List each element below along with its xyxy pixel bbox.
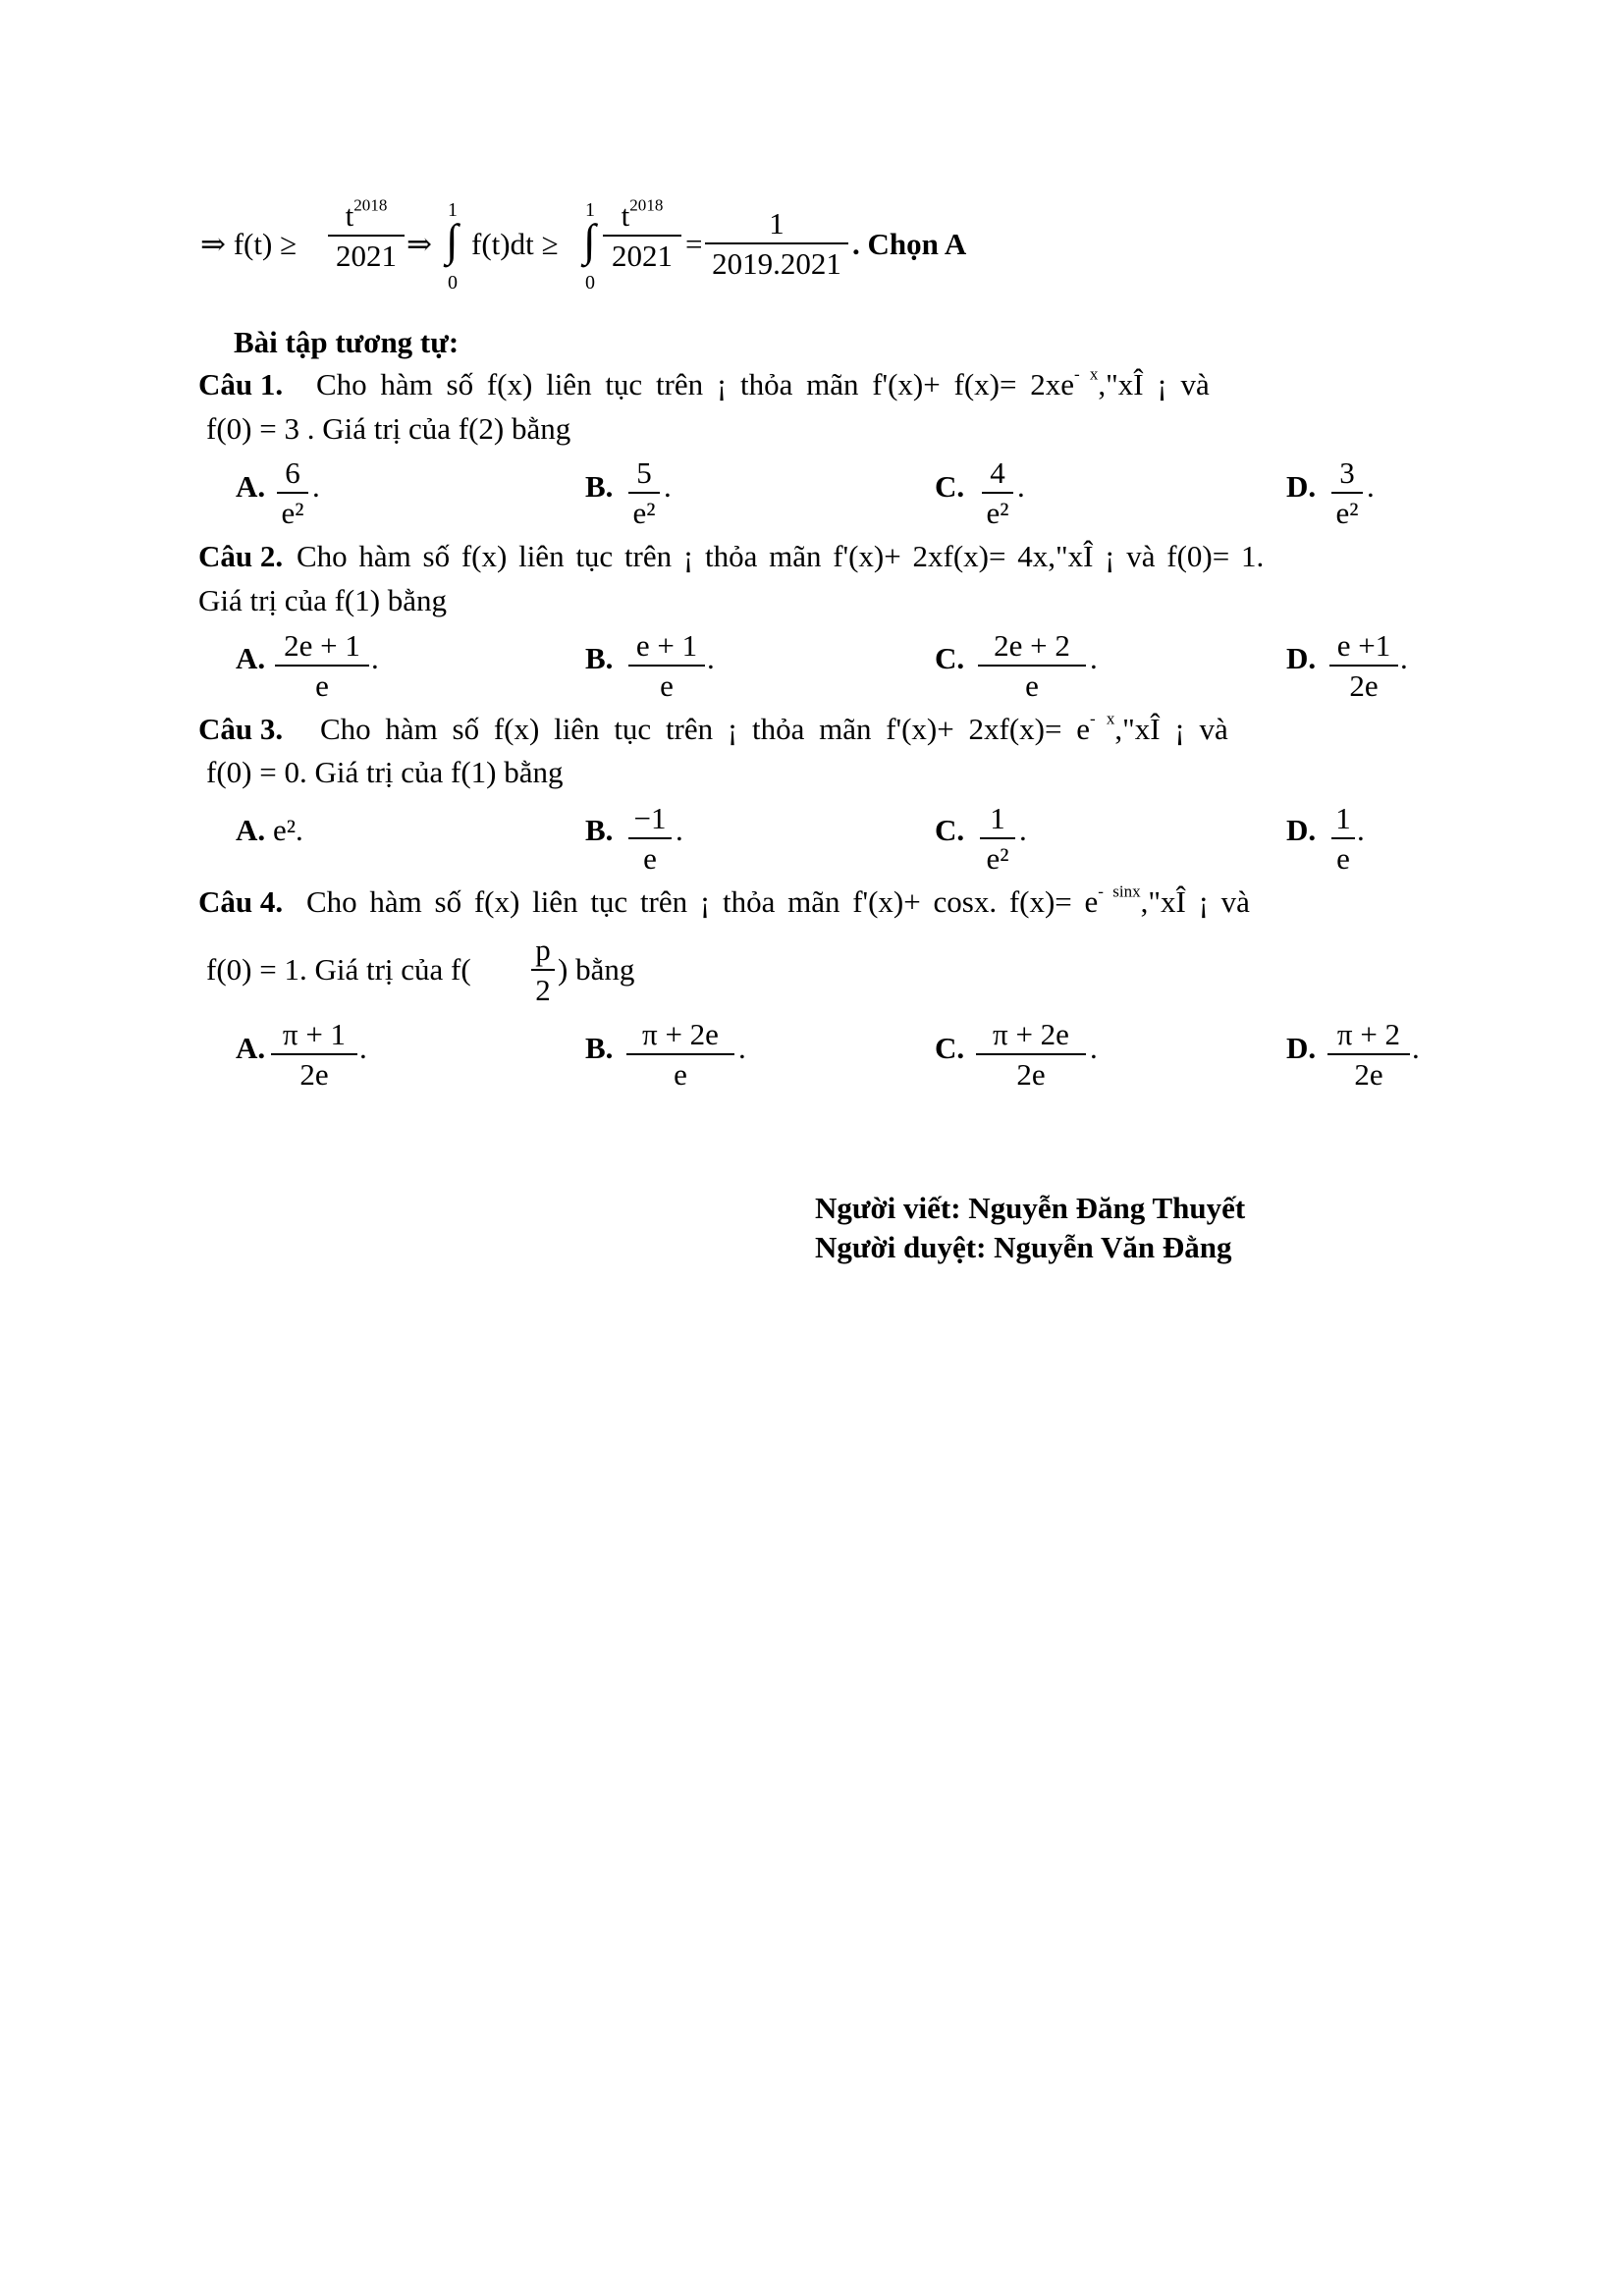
option-c-label: C. (935, 1031, 965, 1065)
question-line-2: Giá trị của f(1) bằng (198, 583, 448, 617)
implies-symbol: ⇒ (406, 227, 432, 261)
option-b-fraction: −1 e (628, 803, 672, 874)
option-b-tail: . (707, 641, 715, 675)
option-b-label: B. (585, 813, 614, 847)
integral-body: f(t)dt ≥ (471, 227, 559, 261)
question-line-2-end: ) bằng (558, 952, 635, 987)
option-b-label: B. (585, 641, 614, 675)
option-d-fraction: 1 e (1331, 803, 1355, 874)
question-text: Cho hàm số f(x) liên tục trên ¡ thỏa mãn $f'(x)+ 2xf(x)= e^{- x},"xÎ$ ¡ và (320, 709, 1228, 746)
option-c-tail: . (1090, 641, 1098, 675)
option-a-fraction: 6 e² (277, 457, 308, 528)
option-c-fraction: 2e + 2 e (978, 630, 1086, 701)
option-a-label: A. (236, 1031, 266, 1065)
equals-sign: = (685, 227, 703, 261)
author-line: Người viết: Nguyễn Đăng Thuyết (815, 1191, 1246, 1225)
option-b-label: B. (585, 1031, 614, 1065)
question-line-2: f(0) = 1. Giá trị của f( (206, 952, 471, 987)
integral-lower-2: 0 (585, 272, 595, 294)
option-d-label: D. (1286, 1031, 1317, 1065)
option-d-tail: . (1367, 469, 1375, 504)
option-b-tail: . (676, 813, 683, 847)
integral-upper-2: 1 (585, 199, 595, 221)
option-a-label: A. (236, 813, 266, 847)
option-b-label: B. (585, 469, 614, 504)
option-a-tail: . (312, 469, 320, 504)
option-d-label: D. (1286, 641, 1317, 675)
question-label: Câu 4. (198, 884, 284, 919)
option-a-label: A. (236, 641, 266, 675)
implies-ft: ⇒ f(t) ≥ (200, 227, 298, 261)
option-b-fraction: 5 e² (628, 457, 660, 528)
option-d-tail: . (1357, 813, 1365, 847)
question-label: Câu 2. (198, 539, 284, 573)
option-b-tail: . (664, 469, 672, 504)
option-c-fraction: 4 e² (982, 457, 1013, 528)
fraction-result: 1 2019.2021 (705, 208, 848, 279)
option-a-fraction: 2e + 1 e (275, 630, 369, 701)
question-label: Câu 3. (198, 712, 284, 746)
option-b-fraction: π + 2e e (626, 1019, 734, 1090)
integral-sign: ∫ (446, 215, 459, 265)
fraction-t2018-2021-b: $t^{2018}$ 2021 (603, 200, 681, 271)
option-c-tail: . (1090, 1031, 1098, 1065)
section-title: Bài tập tương tự: (234, 325, 460, 359)
fraction-t2018-2021: $t^{2018}$ 2021 (328, 200, 405, 271)
question-line-2: f(0) = 0. Giá trị của f(1) bằng (206, 755, 564, 789)
pi-over-2-fraction: p 2 (531, 934, 555, 1005)
option-d-fraction: π + 2 2e (1327, 1019, 1410, 1090)
option-d-tail: . (1400, 641, 1408, 675)
question-text: Cho hàm số f(x) liên tục trên ¡ thỏa mãn f'(x)+ cosx. $f(x)= e^{- sinx},"xÎ$ ¡ và (306, 881, 1250, 919)
question-label: Câu 1. (198, 367, 284, 401)
choose-answer: . Chọn A (852, 227, 967, 261)
option-a-fraction: π + 1 2e (271, 1019, 357, 1090)
integral-lower: 0 (448, 272, 458, 294)
option-b-tail: . (738, 1031, 746, 1065)
option-a-label: A. (236, 469, 266, 504)
option-d-fraction: 3 e² (1331, 457, 1363, 528)
option-d-fraction: e +1 2e (1329, 630, 1398, 701)
question-text: Cho hàm số f(x) liên tục trên ¡ thỏa mãn $f'(x)+ f(x)= 2xe^{- x},"xÎ$ ¡ và (316, 364, 1210, 401)
option-d-tail: . (1412, 1031, 1420, 1065)
option-b-fraction: e + 1 e (628, 630, 705, 701)
reviewer-line: Người duyệt: Nguyễn Văn Đằng (815, 1230, 1232, 1264)
integral-sign-2: ∫ (583, 215, 596, 265)
option-c-tail: . (1017, 469, 1025, 504)
option-a-value: e². (273, 813, 303, 847)
integral-upper: 1 (448, 199, 458, 221)
option-d-label: D. (1286, 469, 1317, 504)
option-a-tail: . (359, 1031, 367, 1065)
option-c-fraction: π + 2e 2e (976, 1019, 1086, 1090)
option-c-label: C. (935, 469, 965, 504)
question-text: Cho hàm số f(x) liên tục trên ¡ thỏa mãn f'(x)+ 2xf(x)= 4x,"xÎ ¡ và f(0)= 1. (297, 539, 1265, 573)
question-line-2: f(0) = 3 . Giá trị của f(2) bằng (206, 411, 571, 446)
option-c-tail: . (1019, 813, 1027, 847)
option-a-tail: . (371, 641, 379, 675)
option-d-label: D. (1286, 813, 1317, 847)
option-c-label: C. (935, 813, 965, 847)
option-c-label: C. (935, 641, 965, 675)
option-c-fraction: 1 e² (980, 803, 1015, 874)
